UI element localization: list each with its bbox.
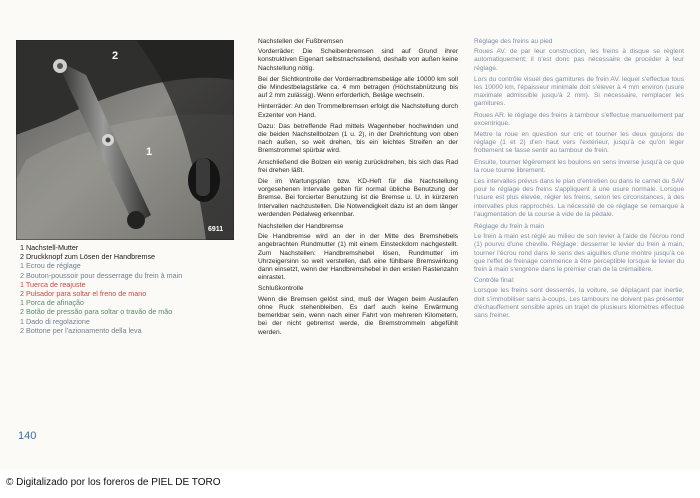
handbrake-photo <box>16 40 234 240</box>
subheading-final-check-de: Schlußkontrolle <box>258 285 304 293</box>
caption-pt-2: 2 Botão de pressão para soltar o travão de mão <box>20 307 173 317</box>
caption-pt-1: 1 Porca de afinação <box>20 298 84 308</box>
paragraph: Die im Wartungsplan bzw. KD-Heft für die Nachstellung vorgesehenen Intervalle gelten für normal übliche Benutzung der Bremse. Bei forcierter Benutzung ist die Bremse u. U. in kürzeren Intervallen nachzustellen. Die Notwendigkeit dazu ist an dem länger werdenden Pedalweg erkennbar. <box>258 178 458 218</box>
german-text-column <box>258 38 458 340</box>
photo-label-2: 2 <box>112 50 119 62</box>
paragraph: Le frein à main est réglé au milieu de son levier à l'aide de l'écrou rond (1) pourvu d'une cheville. Réglage: desserrer le levier du frein à main, tourner l'écrou rond dans le sens des aiguilles d'une montre jusqu'à ce que l'effet de freinage commence à être perceptible lorsque le levier du frein à main s'engrène dans le premier cran de la crémaillère. <box>474 233 684 274</box>
photo-code: 6911 <box>208 226 224 233</box>
caption-de-1: 1 Nachstell-Mutter <box>20 243 79 252</box>
paragraph: Vorderräder: Die Scheibenbremsen sind auf Grund ihrer konstruktiven Eigenart selbstnachstellend, deshalb von außen keine Nachstellung nötig. <box>258 48 458 72</box>
section-heading-handbrake-fr: Réglage du frein à main <box>474 223 545 231</box>
section-heading-footbrake-de: Nachstellen der Fußbremsen <box>258 38 344 45</box>
subheading-final-check-fr: Contrôle final: <box>474 277 515 285</box>
caption-fr-1: 1 Ecrou de réglage <box>20 261 81 271</box>
french-text-column <box>474 38 684 323</box>
paragraph: Roues AR. le réglage des freins à tambour s'effectue manuellement par excentrique. <box>474 111 684 127</box>
caption-fr-2: 2 Bouton-poussoir pour desserrage du frein à main <box>20 270 183 280</box>
section-heading-footbrake-fr: Réglage des freins au pied <box>474 38 553 45</box>
paragraph: Bei der Sichtkontrolle der Vorderradbremsbeläge alle 10000 km soll die Mindestbelagstärke ca. 4 mm betragen (Höchstabnützung bis auf 2 mm zulässig). Wenn erforderlich, Beläge wechseln. <box>258 75 458 100</box>
paragraph: Anschließend die Bolzen ein wenig zurückdrehen, bis sich das Rad frei drehen läßt. <box>258 158 458 174</box>
paragraph: Die Handbremse wird an der in der Mitte des Bremshebels angebrachten Rundmutter (1) mit einem Einsteckdorn nachgestellt. Zum Nachstellen: Handbremshebel lösen, Rundmutter im Uhrzeigersinn so weit verstellen, daß eine fühlbare Bremswirkung dann einsetzt, wenn der Handbremshebel in den ersten Rastenzahn einrastet. <box>258 233 458 282</box>
photo-label-1: 1 <box>146 146 153 158</box>
paragraph: Mettre la roue en question sur cric et tourner les deux goujons de réglage (1 et 2) d'en haut vers l'extérieur, jusqu'à ce qu'on léger frottement se fasse sentir au tambour de frein. <box>474 131 684 155</box>
handbrake-photo-image <box>16 40 234 240</box>
paragraph: Hinterräder: An den Trommelbremsen erfolgt die Nachstellung durch Exzenter von Hand. <box>258 103 458 119</box>
caption-de-2: 2 Druckknopf zum Lösen der Handbremse <box>20 252 156 262</box>
caption-it-1: 1 Dado di regolazione <box>20 316 90 326</box>
section-heading-handbrake-de: Nachstellen der Handbremse <box>258 223 344 231</box>
figure-captions <box>20 243 245 335</box>
paragraph: Ensuite, tourner légèrement les boulons en sens inverse jusqu'à ce que la roue tourne librement. <box>474 158 684 174</box>
caption-it-2: 2 Bottone per l'azionamento della leva <box>20 325 142 335</box>
paragraph: Lorsque les freins sont desserrés, la voiture, se déplaçant par inertie, doit s'immobiliser sans à-coups. Les tambours ne doivent pas présenter d'échauffement sensible après un trajet de plusieurs kilomètres effectué sans freiner. <box>474 287 684 320</box>
page-number: 140 <box>18 430 37 442</box>
paragraph: Les intervalles prévus dans le plan d'entretien ou dans le carnet du SAV pour le réglage des freins s'appliquent à une usure normale. Lorsque l'usure est plus élevée, régler les freins, selon les circonstances, à des intervalles plus rapprochés. La nécessité de ce réglage se remarque à l'augmentation de la course à vide de la pédale. <box>474 178 684 218</box>
paragraph: Lors du contrôle visuel des garnitures de frein AV. lequel s'effectue tous les 10000 km, l'épaisseur minimale doit s'élever à 4 mm environ (usure maximale admissible jusqu'à 2 mm). Si nécessaire, remplacer les garnitures. <box>474 75 684 108</box>
caption-es-1: 1 Tuerca de reajuste <box>20 279 86 289</box>
paragraph: Roues AV. de par leur construction, les freins à disque se règlent automatiquement; il n'est donc pas nécessaire de procéder à leur réglage. <box>474 48 684 72</box>
caption-es-2: 2 Pulsador para soltar el freno de mano <box>20 289 147 299</box>
paragraph: Wenn die Bremsen gelöst sind, muß der Wagen beim Auslaufen ohne Ruck stehenbleiben. Es darf auch keine Erwärmung bemerkbar sein, wenn nach einer Fahrt von mehreren Kilometern, bei der nicht gebremst werde, die Bremstrommeln abgefühlt werden. <box>258 295 458 336</box>
digitization-credit: © Digitalizado por los foreros de PIEL DE TORO <box>6 477 221 488</box>
paragraph: Dazu: Das betreffende Rad mittels Wagenheber hochwinden und die beiden Nachstellbolzen (1 u. 2), in der Drehrichtung von oben nach außen, so weit drehen, bis ein leichtes Streifen an der Bremstrommel spürbar wird. <box>258 122 458 155</box>
